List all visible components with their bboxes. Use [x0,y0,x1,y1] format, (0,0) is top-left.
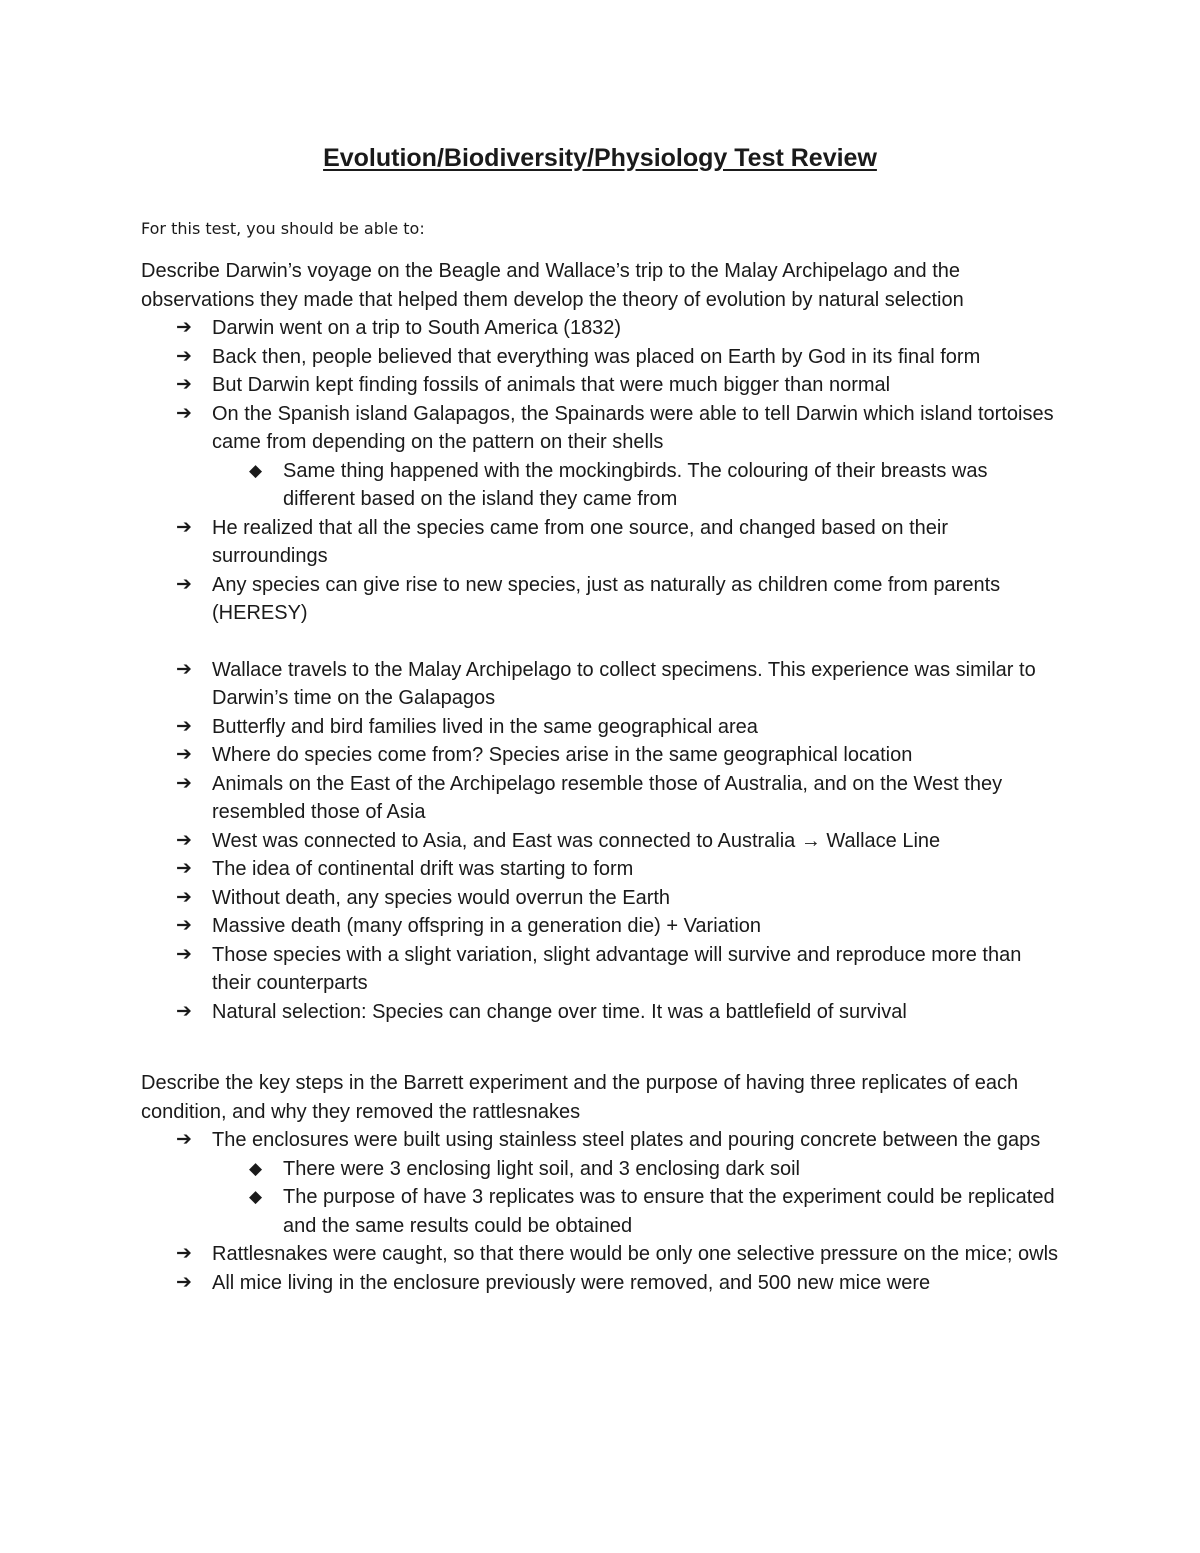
list-item: ➔ He realized that all the species came from one source, and changed based on their surroundings [141,514,1061,571]
arrow-bullet-icon: ➔ [176,886,192,908]
arrow-bullet-icon: ➔ [176,374,192,395]
arrow-bullet-icon: ➔ [176,1243,192,1264]
list-item: ➔ All mice living in the enclosure previously were removed, and 500 new mice were [141,1269,1061,1298]
sub-list-item: ◆ There were 3 enclosing light soil, and 3 enclosing dark soil [212,1155,1061,1184]
list-item: ➔ Massive death (many offspring in a generation die) + Variation [141,912,1061,941]
section2-description: Describe the key steps in the Barrett experiment and the purpose of having three replicates of each condition, and why they removed the rattlesnakes [141,1072,1019,1123]
section1-description: Describe Darwin’s voyage on the Beagle and Wallace’s trip to the Malay Archipelago and the observations they made that helped them develop the theory of evolution by natural selection [141,260,964,311]
arrow-bullet-icon: ➔ [176,829,192,851]
sublist [212,457,1061,514]
diamond-bullet-icon: ◆ [249,460,263,480]
list-item: ➔ Any species can give rise to new species, just as naturally as children come from parents (HERESY) [141,571,1061,628]
arrow-bullet-icon: ➔ [176,402,192,424]
document-title: Evolution/Biodiversity/Physiology Test Review [323,144,877,172]
diamond-bullet-icon: ◆ [249,1158,263,1178]
list-item: ➔ Darwin went on a trip to South America (1832) [141,314,1061,343]
list-item: ➔ Natural selection: Species can change over time. It was a battlefield of survival [141,998,1061,1027]
arrow-bullet-icon: ➔ [176,658,192,680]
list-item: ➔ Without death, any species would overrun the Earth [141,884,1061,913]
arrow-bullet-icon: ➔ [176,516,192,538]
section1-list-wallace [141,656,1061,1027]
arrow-bullet-icon: ➔ [176,1000,192,1022]
document-body [141,257,1061,1297]
arrow-bullet-icon: ➔ [176,345,192,367]
arrow-bullet-icon: ➔ [176,915,192,936]
arrow-bullet-icon: ➔ [176,317,192,338]
arrow-bullet-icon: ➔ [176,1271,192,1293]
arrow-bullet-icon: ➔ [176,943,192,965]
arrow-bullet-icon: ➔ [176,1129,192,1150]
spacer [141,628,1061,656]
list-item: ➔ Wallace travels to the Malay Archipelago to collect specimens. This experience was similar to Darwin’s time on the Galapagos [141,656,1061,713]
section2-list [141,1126,1061,1297]
list-item: ➔ Where do species come from? Species arise in the same geographical location [141,741,1061,770]
list-item: ➔ But Darwin kept finding fossils of animals that were much bigger than normal [141,371,1061,400]
arrow-bullet-icon: ➔ [176,858,192,879]
list-item: ➔ The enclosures were built using stainless steel plates and pouring concrete between the gaps ◆ There were 3 enclosing light soil, and 3 enclosing dark soil ◆ The purpose of have 3 replicates was to ensure that the experiment could be replicated and the same results could be obtained [141,1126,1061,1240]
diamond-bullet-icon: ◆ [249,1187,263,1206]
sublist [212,1155,1061,1241]
list-item: ➔ Back then, people believed that everything was placed on Earth by God in its final form [141,343,1061,372]
section1-list-darwin [141,314,1061,628]
list-item: ➔ Butterfly and bird families lived in the same geographical area [141,713,1061,742]
list-item: ➔ West was connected to Asia, and East was connected to Australia → Wallace Line [141,827,1061,856]
list-item: ➔ The idea of continental drift was starting to form [141,855,1061,884]
spacer [141,1026,1061,1069]
list-item: ➔ Animals on the East of the Archipelago resemble those of Australia, and on the West they resembled those of Asia [141,770,1061,827]
intro-text: For this test, you should be able to: [141,219,425,238]
list-item: ➔ Those species with a slight variation, slight advantage will survive and reproduce more than their counterparts [141,941,1061,998]
sub-list-item: ◆ The purpose of have 3 replicates was to ensure that the experiment could be replicated and the same results could be obtained [212,1183,1061,1240]
arrow-bullet-icon: ➔ [176,744,192,765]
arrow-bullet-icon: ➔ [176,772,192,794]
arrow-bullet-icon: ➔ [176,715,192,737]
arrow-bullet-icon: ➔ [176,573,192,595]
list-item: ➔ Rattlesnakes were caught, so that there would be only one selective pressure on the mice; owls [141,1240,1061,1269]
sub-list-item: ◆ Same thing happened with the mockingbirds. The colouring of their breasts was different based on the island they came from [212,457,1061,514]
list-item: ➔ On the Spanish island Galapagos, the Spainards were able to tell Darwin which island tortoises came from depending on the pattern on their shells ◆ Same thing happened with the mockingbirds. The colouring of their breasts was different based on the island they came from [141,400,1061,514]
